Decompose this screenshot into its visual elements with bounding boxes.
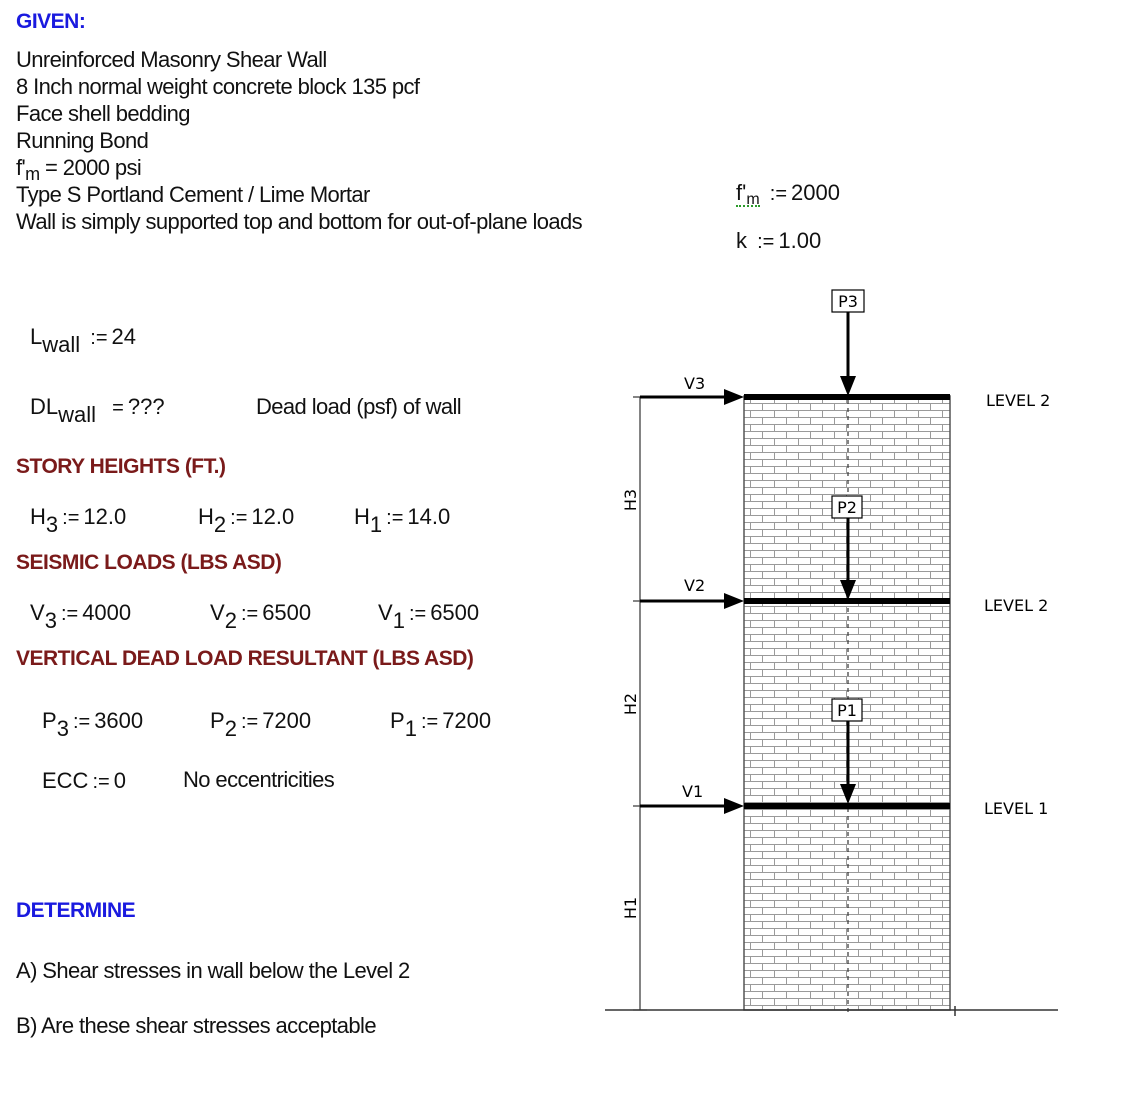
given-line: Type S Portland Cement / Lime Mortar <box>16 182 370 207</box>
seismic-heading: SEISMIC LOADS (LBS ASD) <box>16 551 282 574</box>
h3-definition: $H_3$ := 12.0 <box>30 504 127 537</box>
p3-definition: $P_3$ := 3600 <box>42 708 144 741</box>
given-fm-line: $f'_m = 2000$ psi <box>16 155 142 184</box>
lwall-definition: $L_{wall}$ := 24 <box>30 324 137 357</box>
given-line: Unreinforced Masonry Shear Wall <box>16 47 327 72</box>
k-definition: k := 1.00 <box>736 228 822 253</box>
level-label-low: LEVEL 1 <box>984 799 1049 818</box>
v1-definition: $V_1$ := 6500 <box>378 600 480 633</box>
determine-item: B) Are these shear stresses acceptable <box>16 1013 376 1038</box>
dead-load-heading: VERTICAL DEAD LOAD RESULTANT (LBS ASD) <box>16 647 474 670</box>
height-label-h3: H3 <box>621 488 640 512</box>
level-label-top: LEVEL 2 <box>986 391 1051 410</box>
load-label-p1: P1 <box>837 701 857 720</box>
story-heights-heading: STORY HEIGHTS (FT.) <box>16 455 226 478</box>
dlwall-note: Dead load (psf) of wall <box>256 394 462 419</box>
determine-item: A) Shear stresses in wall below the Level 2 <box>16 958 410 983</box>
v2-definition: $V_2$ := 6500 <box>210 600 312 633</box>
given-line: Face shell bedding <box>16 101 190 126</box>
v3-definition: $V_3$ := 4000 <box>30 600 132 633</box>
level-label-mid: LEVEL 2 <box>984 596 1049 615</box>
given-line: 8 Inch normal weight concrete block 135 pcf <box>16 74 420 99</box>
h1-definition: $H_1$ := 14.0 <box>354 504 451 537</box>
ecc-definition: ECC := 0 <box>42 768 126 793</box>
shear-label-v2: V2 <box>684 576 706 595</box>
determine-heading: DETERMINE <box>16 899 136 922</box>
height-label-h1: H1 <box>621 896 640 920</box>
dlwall-definition: $DL_{wall}$ = ??? <box>30 394 165 427</box>
given-heading: GIVEN: <box>16 10 86 33</box>
given-line: Wall is simply supported top and bottom for out-of-plane loads <box>16 209 583 234</box>
load-label-p3: P3 <box>838 292 858 311</box>
h2-definition: $H_2$ := 12.0 <box>198 504 295 537</box>
fm-definition: $f'_m$ := 2000 <box>736 180 840 208</box>
load-label-p2: P2 <box>837 498 857 517</box>
p1-definition: $P_1$ := 7200 <box>390 708 492 741</box>
ecc-note: No eccentricities <box>183 767 335 792</box>
given-line: Running Bond <box>16 128 149 153</box>
shear-label-v3: V3 <box>684 374 706 393</box>
height-label-h2: H2 <box>621 692 640 716</box>
shear-label-v1: V1 <box>682 782 704 801</box>
p2-definition: $P_2$ := 7200 <box>210 708 312 741</box>
